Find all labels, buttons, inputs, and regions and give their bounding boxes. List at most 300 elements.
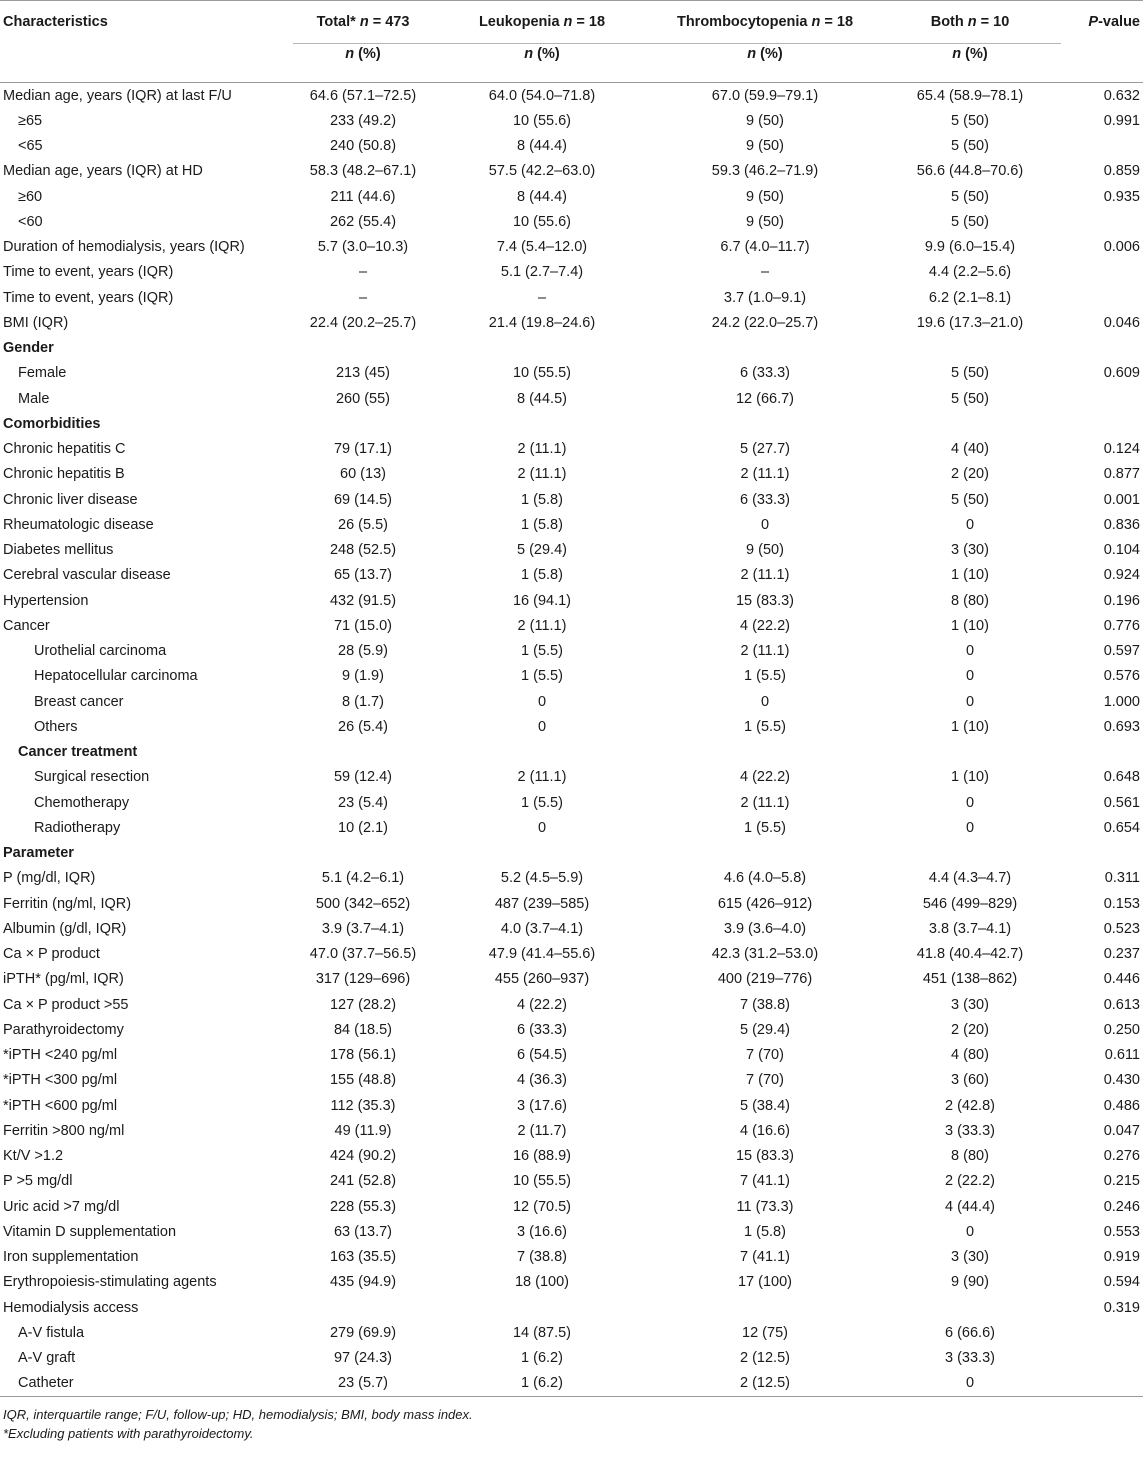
header-npct-both: n (%)	[879, 44, 1061, 83]
row-label: Cancer	[3, 617, 50, 634]
cell-leukopenia: 5 (29.4)	[517, 542, 567, 559]
cell-thrombocytopenia: 9 (50)	[746, 138, 784, 155]
table-row	[0, 1219, 1143, 1244]
cell-both: 0	[965, 668, 975, 685]
table-row	[0, 1068, 1143, 1093]
cell-total	[293, 740, 433, 765]
cell-pvalue: 0.104	[1103, 542, 1140, 559]
cell-pvalue: 0.246	[1103, 1198, 1140, 1215]
cell-leukopenia: 57.5 (42.2–63.0)	[488, 163, 596, 180]
cell-pvalue	[1061, 841, 1143, 866]
header-blank-p	[1061, 44, 1143, 83]
cell-total: 233 (49.2)	[329, 112, 397, 129]
cell-leukopenia: 16 (94.1)	[512, 592, 572, 609]
cell-leukopenia: 0	[537, 693, 547, 710]
cell-pvalue: 0.124	[1103, 441, 1140, 458]
cell-both: 3 (33.3)	[945, 1122, 995, 1139]
cell-total: 23 (5.4)	[338, 794, 388, 811]
cell-leukopenia: 2 (11.1)	[517, 769, 567, 786]
row-label: ≥60	[18, 188, 43, 205]
table-row	[0, 1371, 1143, 1397]
table-row	[0, 1270, 1143, 1295]
row-label: Ca × P product	[3, 946, 100, 963]
header-blank	[0, 44, 293, 83]
header-npct-thrombocytopenia: n (%)	[651, 44, 879, 83]
cell-both: 4.4 (4.3–4.7)	[928, 870, 1012, 887]
cell-total: 163 (35.5)	[329, 1249, 397, 1266]
cell-thrombocytopenia: 615 (426–912)	[717, 895, 813, 912]
cell-both: 6 (66.6)	[945, 1324, 995, 1341]
cell-total: 97 (24.3)	[333, 1350, 393, 1367]
cell-total: 49 (11.9)	[334, 1122, 392, 1139]
cell-total: 58.3 (48.2–67.1)	[309, 163, 417, 180]
row-label: Ferritin (ng/ml, IQR)	[3, 895, 132, 912]
cell-leukopenia: 455 (260–937)	[494, 971, 590, 988]
row-label: A-V graft	[18, 1350, 76, 1367]
cell-leukopenia: 6 (54.5)	[517, 1047, 567, 1064]
row-label: Iron supplementation	[3, 1249, 139, 1266]
table-row	[0, 689, 1143, 714]
row-label: Male	[18, 390, 50, 407]
row-label: P >5 mg/dl	[3, 1173, 73, 1190]
table-row	[0, 1346, 1143, 1371]
cell-thrombocytopenia: 5 (27.7)	[740, 441, 790, 458]
cell-thrombocytopenia: 12 (66.7)	[735, 390, 795, 407]
row-label: Surgical resection	[34, 769, 150, 786]
table-body	[0, 83, 1143, 1397]
cell-leukopenia: 4 (22.2)	[517, 996, 567, 1013]
cell-pvalue	[1061, 260, 1143, 285]
cell-thrombocytopenia: 6 (33.3)	[740, 365, 790, 382]
cell-both: 5 (50)	[951, 213, 989, 230]
table-row	[0, 1017, 1143, 1042]
cell-leukopenia: 2 (11.1)	[517, 466, 567, 483]
cell-leukopenia: 8 (44.4)	[517, 188, 567, 205]
cell-pvalue: 0.215	[1103, 1173, 1140, 1190]
cell-pvalue: 1.000	[1103, 693, 1140, 710]
cell-total: 112 (35.3)	[330, 1097, 396, 1114]
cell-thrombocytopenia: 24.2 (22.0–25.7)	[711, 314, 819, 331]
table-row	[0, 1194, 1143, 1219]
cell-total: 228 (55.3)	[329, 1198, 397, 1215]
cell-total: 10 (2.1)	[338, 819, 388, 836]
cell-total: 69 (14.5)	[333, 491, 393, 508]
cell-leukopenia: 7.4 (5.4–12.0)	[496, 239, 588, 256]
cell-leukopenia: 487 (239–585)	[494, 895, 590, 912]
cell-total: 65 (13.7)	[333, 567, 393, 584]
cell-both: 0	[879, 1371, 1061, 1397]
cell-thrombocytopenia: 1 (5.5)	[744, 718, 786, 735]
table-row	[0, 916, 1143, 941]
cell-both	[879, 1295, 1061, 1320]
cell-thrombocytopenia: 11 (73.3)	[736, 1198, 794, 1215]
cell-pvalue: 0.877	[1103, 466, 1140, 483]
cell-pvalue	[1061, 1320, 1143, 1345]
cell-thrombocytopenia: 9 (50)	[746, 188, 784, 205]
row-label: *iPTH <240 pg/ml	[3, 1047, 118, 1064]
cell-total: –	[358, 264, 368, 281]
cell-leukopenia: 8 (44.5)	[517, 390, 567, 407]
header-row	[0, 1, 1143, 44]
header-total: Total* n = 473	[293, 1, 433, 44]
cell-total: 317 (129–696)	[315, 971, 411, 988]
row-label: *iPTH <600 pg/ml	[3, 1097, 118, 1114]
cell-thrombocytopenia	[651, 1295, 879, 1320]
cell-total: 260 (55)	[335, 390, 390, 407]
cell-total: 84 (18.5)	[333, 1021, 393, 1038]
cell-pvalue: 0.311	[1104, 870, 1140, 887]
row-label: Breast cancer	[34, 693, 124, 710]
cell-leukopenia	[433, 336, 651, 361]
table-row	[0, 714, 1143, 739]
table-row	[0, 235, 1143, 260]
row-label: <65	[18, 138, 43, 155]
cell-total: 248 (52.5)	[329, 542, 397, 559]
cell-leukopenia: 47.9 (41.4–55.6)	[488, 946, 596, 963]
row-label: Others	[34, 718, 78, 735]
cell-both	[879, 740, 1061, 765]
row-label: Erythropoiesis-stimulating agents	[3, 1274, 217, 1291]
row-label: Parameter	[3, 845, 74, 862]
row-label: Ca × P product >55	[3, 996, 129, 1013]
table-row	[0, 386, 1143, 411]
row-label: Duration of hemodialysis, years (IQR)	[3, 239, 245, 256]
cell-both: 2 (20)	[951, 1021, 989, 1038]
table-row	[0, 336, 1143, 361]
cell-thrombocytopenia: 1 (5.5)	[744, 668, 786, 685]
table-row	[0, 740, 1143, 765]
table-row	[0, 891, 1143, 916]
cell-both: 1 (10)	[951, 718, 989, 735]
cell-leukopenia: 10 (55.5)	[512, 365, 572, 382]
table-row	[0, 1093, 1143, 1118]
cell-both: 0	[965, 693, 975, 710]
cell-thrombocytopenia	[651, 740, 879, 765]
cell-both	[879, 841, 1061, 866]
cell-pvalue: 0.430	[1103, 1072, 1140, 1089]
cell-pvalue: 0.859	[1103, 163, 1140, 180]
cell-both: 3 (60)	[951, 1072, 989, 1089]
table-row	[0, 209, 1143, 234]
cell-both: 5 (50)	[951, 491, 989, 508]
cell-total: 64.6 (57.1–72.5)	[309, 87, 417, 104]
cell-total	[293, 1295, 433, 1320]
cell-both: 4 (44.4)	[945, 1198, 995, 1215]
cell-both: 41.8 (40.4–42.7)	[916, 946, 1024, 963]
table-row	[0, 563, 1143, 588]
cell-thrombocytopenia: 4 (22.2)	[740, 617, 790, 634]
table-row	[0, 790, 1143, 815]
table-row	[0, 639, 1143, 664]
cell-total: 435 (94.9)	[329, 1274, 397, 1291]
table-row	[0, 613, 1143, 638]
cell-pvalue	[1061, 1371, 1143, 1397]
cell-both: 546 (499–829)	[922, 895, 1018, 912]
cell-pvalue: 0.597	[1103, 643, 1140, 660]
cell-total: 26 (5.4)	[338, 718, 388, 735]
table-row	[0, 159, 1143, 184]
cell-both: 1 (10)	[951, 617, 989, 634]
cell-thrombocytopenia: 2 (11.1)	[740, 794, 790, 811]
row-label: Catheter	[0, 1371, 293, 1397]
cell-both: 8 (80)	[951, 592, 989, 609]
cell-pvalue: 0.153	[1103, 895, 1140, 912]
cell-leukopenia: 3 (16.6)	[517, 1223, 567, 1240]
table-row	[0, 184, 1143, 209]
row-label: Kt/V >1.2	[3, 1148, 64, 1165]
cell-thrombocytopenia: 4 (22.2)	[740, 769, 790, 786]
cell-pvalue: 0.648	[1103, 769, 1140, 786]
cell-leukopenia: 1 (5.5)	[521, 794, 563, 811]
row-label: BMI (IQR)	[3, 314, 69, 331]
row-label: Chronic hepatitis C	[3, 441, 126, 458]
cell-thrombocytopenia: 4 (16.6)	[740, 1122, 790, 1139]
cell-thrombocytopenia: 42.3 (31.2–53.0)	[711, 946, 819, 963]
cell-pvalue	[1061, 134, 1143, 159]
cell-thrombocytopenia: 5 (38.4)	[740, 1097, 790, 1114]
cell-leukopenia: 18 (100)	[514, 1274, 569, 1291]
cell-thrombocytopenia: 2 (11.1)	[740, 643, 790, 660]
cell-total: 63 (13.7)	[333, 1223, 393, 1240]
cell-thrombocytopenia	[651, 336, 879, 361]
row-label: Time to event, years (IQR)	[3, 264, 174, 281]
cell-pvalue: 0.919	[1103, 1249, 1140, 1266]
header-characteristics: Characteristics	[0, 1, 293, 44]
cell-both: 0	[965, 516, 975, 533]
cell-leukopenia: 1 (6.2)	[433, 1371, 651, 1397]
cell-pvalue: 0.613	[1103, 996, 1140, 1013]
cell-leukopenia	[433, 411, 651, 436]
header-leukopenia: Leukopenia n = 18	[433, 1, 651, 44]
cell-total: 5.1 (4.2–6.1)	[321, 870, 405, 887]
cell-total: 279 (69.9)	[329, 1324, 397, 1341]
cell-pvalue: 0.001	[1103, 491, 1140, 508]
cell-thrombocytopenia: 7 (38.8)	[740, 996, 790, 1013]
table-row	[0, 411, 1143, 436]
cell-both: 19.6 (17.3–21.0)	[916, 314, 1024, 331]
cell-total: 60 (13)	[340, 466, 386, 483]
cell-total: 71 (15.0)	[333, 617, 393, 634]
cell-both: 0	[965, 1223, 975, 1240]
row-label: Hypertension	[3, 592, 89, 609]
table-row	[0, 310, 1143, 335]
cell-pvalue: 0.776	[1103, 617, 1140, 634]
cell-leukopenia: 0	[537, 718, 547, 735]
cell-both: 5 (50)	[951, 188, 989, 205]
cell-pvalue: 0.991	[1103, 112, 1140, 129]
cell-both: 9.9 (6.0–15.4)	[924, 239, 1016, 256]
cell-pvalue: 0.319	[1103, 1299, 1140, 1316]
cell-total: 424 (90.2)	[329, 1148, 397, 1165]
row-label: Albumin (g/dl, IQR)	[3, 920, 127, 937]
cell-leukopenia: 21.4 (19.8–24.6)	[488, 314, 596, 331]
cell-both: 8 (80)	[951, 1148, 989, 1165]
table-row	[0, 1118, 1143, 1143]
row-label: Median age, years (IQR) at last F/U	[3, 87, 232, 104]
cell-pvalue: 0.924	[1103, 567, 1140, 584]
cell-pvalue: 0.594	[1103, 1274, 1140, 1291]
cell-total	[293, 336, 433, 361]
cell-thrombocytopenia: 12 (75)	[742, 1324, 788, 1341]
cell-both: 9 (90)	[951, 1274, 989, 1291]
row-label: *iPTH <300 pg/ml	[3, 1072, 118, 1089]
cell-thrombocytopenia: 6.7 (4.0–11.7)	[720, 239, 810, 256]
row-label: Hemodialysis access	[3, 1299, 139, 1316]
cell-both: 3 (30)	[951, 542, 989, 559]
table-row	[0, 1295, 1143, 1320]
row-label: Urothelial carcinoma	[34, 643, 167, 660]
cell-pvalue: 0.611	[1104, 1047, 1140, 1064]
table-row	[0, 815, 1143, 840]
row-label: <60	[18, 213, 43, 230]
cell-both: 3 (30)	[951, 1249, 989, 1266]
cell-total: 155 (48.8)	[329, 1072, 397, 1089]
row-label: Vitamin D supplementation	[3, 1223, 177, 1240]
cell-total: 22.4 (20.2–25.7)	[309, 314, 417, 331]
cell-thrombocytopenia: 9 (50)	[746, 112, 784, 129]
table-row	[0, 361, 1143, 386]
cell-total: 47.0 (37.7–56.5)	[309, 946, 417, 963]
row-label: iPTH* (pg/ml, IQR)	[3, 971, 124, 988]
row-label: Time to event, years (IQR)	[3, 289, 174, 306]
cell-total: 262 (55.4)	[329, 213, 397, 230]
cell-total: 3.9 (3.7–4.1)	[321, 920, 405, 937]
cell-both: 5 (50)	[951, 390, 989, 407]
cell-leukopenia	[433, 1295, 651, 1320]
cell-both: 5 (50)	[951, 112, 989, 129]
cell-thrombocytopenia: 7 (70)	[746, 1047, 784, 1064]
cell-leukopenia: 2 (11.7)	[517, 1122, 567, 1139]
cell-both: 1 (10)	[951, 567, 989, 584]
cell-total	[293, 411, 433, 436]
row-label: Comorbidities	[3, 415, 101, 432]
cell-pvalue	[1061, 209, 1143, 234]
row-label: Parathyroidectomy	[3, 1021, 124, 1038]
cell-total: 213 (45)	[335, 365, 390, 382]
cell-both: 65.4 (58.9–78.1)	[916, 87, 1024, 104]
cell-pvalue: 0.553	[1103, 1223, 1140, 1240]
row-label: P (mg/dl, IQR)	[3, 870, 96, 887]
cell-both: 3.8 (3.7–4.1)	[928, 920, 1012, 937]
cell-thrombocytopenia: 3.7 (1.0–9.1)	[723, 289, 807, 306]
table-row	[0, 765, 1143, 790]
row-label: Chronic liver disease	[3, 491, 138, 508]
row-label: Median age, years (IQR) at HD	[3, 163, 203, 180]
cell-leukopenia: 4 (36.3)	[517, 1072, 567, 1089]
cell-thrombocytopenia: 15 (83.3)	[735, 1148, 795, 1165]
row-label: Cerebral vascular disease	[3, 567, 171, 584]
table-row	[0, 108, 1143, 133]
cell-leukopenia: 8 (44.4)	[517, 138, 567, 155]
cell-total: 127 (28.2)	[329, 996, 397, 1013]
table-row	[0, 487, 1143, 512]
cell-total: 9 (1.9)	[342, 668, 384, 685]
cell-both: 4.4 (2.2–5.6)	[928, 264, 1012, 281]
cell-thrombocytopenia: 3.9 (3.6–4.0)	[723, 920, 807, 937]
cell-total: 241 (52.8)	[329, 1173, 397, 1190]
footnote-abbreviations: IQR, interquartile range; F/U, follow-up; HD, hemodialysis; BMI, body mass index.	[3, 1407, 473, 1422]
cell-leukopenia: 10 (55.6)	[512, 112, 572, 129]
cell-thrombocytopenia: 2 (11.1)	[740, 567, 790, 584]
cell-leukopenia: 1 (6.2)	[521, 1350, 563, 1367]
cell-pvalue: 0.276	[1103, 1148, 1140, 1165]
table-row	[0, 1320, 1143, 1345]
row-label: Chronic hepatitis B	[3, 466, 125, 483]
cell-thrombocytopenia: 67.0 (59.9–79.1)	[711, 87, 819, 104]
row-label: A-V fistula	[18, 1324, 85, 1341]
cell-pvalue	[1061, 1346, 1143, 1371]
table-row	[0, 285, 1143, 310]
table-row	[0, 942, 1143, 967]
cell-total: 23 (5.7)	[293, 1371, 433, 1397]
cell-leukopenia: –	[537, 289, 547, 306]
header-subrow	[0, 44, 1143, 83]
cell-thrombocytopenia: 400 (219–776)	[717, 971, 813, 988]
table-row	[0, 866, 1143, 891]
row-label: Uric acid >7 mg/dl	[3, 1198, 120, 1215]
cell-total: –	[358, 289, 368, 306]
row-label: Female	[18, 365, 67, 382]
cell-total: 8 (1.7)	[342, 693, 384, 710]
cell-pvalue: 0.693	[1103, 718, 1140, 735]
cell-total: 178 (56.1)	[329, 1047, 397, 1064]
table-row	[0, 664, 1143, 689]
cell-thrombocytopenia: 1 (5.8)	[744, 1223, 786, 1240]
cell-both: 56.6 (44.8–70.6)	[916, 163, 1024, 180]
table-footnotes	[0, 1405, 1143, 1443]
cell-thrombocytopenia: 6 (33.3)	[740, 491, 790, 508]
cell-pvalue: 0.576	[1103, 668, 1140, 685]
header-npct-leukopenia: n (%)	[433, 44, 651, 83]
cell-total: 432 (91.5)	[329, 592, 397, 609]
row-label: Radiotherapy	[34, 819, 121, 836]
cell-thrombocytopenia: 59.3 (46.2–71.9)	[711, 163, 819, 180]
cell-total: 59 (12.4)	[333, 769, 393, 786]
cell-leukopenia: 2 (11.1)	[517, 441, 567, 458]
table-row	[0, 83, 1143, 109]
table-row	[0, 1043, 1143, 1068]
cell-both: 451 (138–862)	[922, 971, 1018, 988]
cell-both: 0	[965, 819, 975, 836]
cell-leukopenia: 1 (5.5)	[521, 668, 563, 685]
cell-thrombocytopenia: 7 (41.1)	[740, 1173, 790, 1190]
row-label: Hepatocellular carcinoma	[34, 668, 198, 685]
row-label: Gender	[3, 340, 54, 357]
cell-pvalue: 0.836	[1103, 516, 1140, 533]
cell-pvalue: 0.609	[1103, 365, 1140, 382]
cell-both: 4 (80)	[951, 1047, 989, 1064]
cell-total: 79 (17.1)	[333, 441, 393, 458]
header-npct-total: n (%)	[293, 44, 433, 83]
row-label: Diabetes mellitus	[3, 542, 114, 559]
cell-both	[879, 336, 1061, 361]
row-label: Chemotherapy	[34, 794, 130, 811]
cell-pvalue: 0.250	[1103, 1021, 1140, 1038]
row-label: Ferritin >800 ng/ml	[3, 1122, 125, 1139]
cell-leukopenia: 5.2 (4.5–5.9)	[500, 870, 584, 887]
cell-pvalue: 0.006	[1103, 239, 1140, 256]
cell-thrombocytopenia: 17 (100)	[737, 1274, 792, 1291]
cell-total: 26 (5.5)	[338, 516, 388, 533]
cell-thrombocytopenia: 2 (11.1)	[740, 466, 790, 483]
cell-thrombocytopenia: 7 (41.1)	[740, 1249, 790, 1266]
table-row	[0, 437, 1143, 462]
cell-pvalue	[1061, 386, 1143, 411]
cell-leukopenia: 10 (55.6)	[512, 213, 572, 230]
cell-total	[293, 841, 433, 866]
cell-thrombocytopenia: 4.6 (4.0–5.8)	[723, 870, 807, 887]
header-pvalue: P-value	[1061, 1, 1143, 44]
